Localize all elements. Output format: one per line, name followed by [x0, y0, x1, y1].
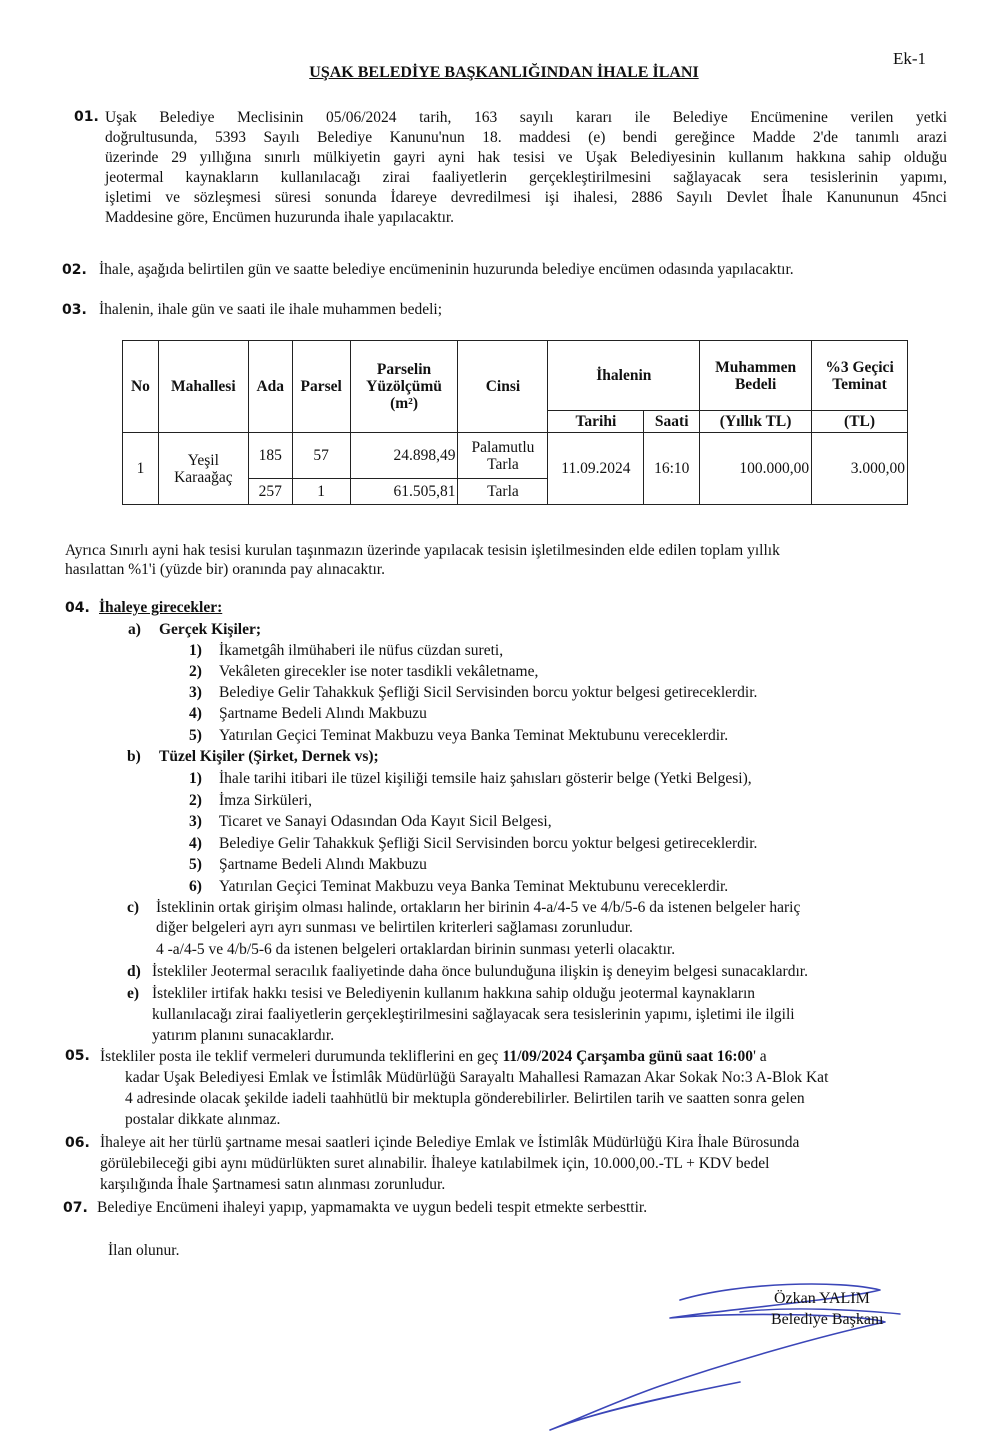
item-number: 5) — [189, 727, 202, 744]
item-number: 6) — [189, 878, 202, 895]
section-01-line: doğrultusunda, 5393 Sayılı Belediye Kanunu'nun 18. maddesi (e) bendi gereğince Madde 2'de tanımlı arazi — [105, 129, 947, 146]
cell-muhammen: 100.000,00 — [700, 433, 812, 505]
signature — [540, 1270, 940, 1435]
note-line: hasılattan %1'i (yüzde bir) oranında pay alınacaktır. — [65, 561, 385, 578]
list-item: Belediye Gelir Tahakkuk Şefliği Sicil Servisinden borcu yoktur belgesi getireceklerdir. — [219, 684, 758, 701]
section-06-line: görülebileceği gibi aynı müdürlükten suret alınabilir. İhaleye katılabilmek için, 10.000,00.-TL + KDV bedel — [100, 1155, 770, 1172]
section-05-first-line — [100, 1048, 767, 1065]
section-05-text-end: ' a — [753, 1048, 767, 1065]
cell-teminat: 3.000,00 — [812, 433, 908, 505]
item-number: 4) — [189, 835, 202, 852]
header-yuzolcum-label: Parselin Yüzölçümü — [366, 361, 442, 395]
item-number: 2) — [189, 663, 202, 680]
cell-yuzolcum: 24.898,49 — [350, 433, 458, 479]
sub-a-label: a) — [128, 621, 141, 638]
header-teminat-unit: (TL) — [812, 411, 908, 433]
section-02-text: İhale, aşağıda belirtilen gün ve saatte belediye encümeninin huzurunda belediye encümen odasında yapılacaktır. — [99, 261, 794, 278]
header-no: No — [123, 341, 159, 433]
section-04-heading: İhaleye girecekler: — [99, 599, 223, 616]
section-03-text: İhalenin, ihale gün ve saati ile ihale muhammen bedeli; — [99, 301, 443, 318]
header-yuzolcum — [350, 341, 458, 433]
closing-text: İlan olunur. — [108, 1242, 180, 1259]
section-06-line: İhaleye ait her türlü şartname mesai saatleri içinde Belediye Emlak ve İstimlâk Müdürlüğü Kira İhale Bürosunda — [100, 1134, 800, 1151]
header-mahalle: Mahallesi — [158, 341, 248, 433]
sub-c-line: diğer belgeleri ayrı ayrı sunması ve belirtilen kriterleri sağlaması zorunludur. — [156, 919, 633, 936]
section-05-line: postalar dikkate alınmaz. — [125, 1111, 281, 1128]
list-item: İkametgâh ilmühaberi ile nüfus cüzdan sureti, — [219, 642, 504, 659]
cell-parsel: 57 — [292, 433, 350, 479]
header-cinsi: Cinsi — [458, 341, 548, 433]
section-01-line: Uşak Belediye Meclisinin 05/06/2024 tarih, 163 sayılı kararı ile Belediye Encümenine verilen yetki — [105, 109, 947, 126]
list-item: Yatırılan Geçici Teminat Makbuzu veya Banka Teminat Mektubunu vereceklerdir. — [219, 727, 729, 744]
tender-table — [122, 340, 908, 505]
header-yuzolcum-unit: (m²) — [390, 395, 418, 412]
signatory-name: Özkan YALIM — [774, 1290, 870, 1307]
section-05-text: İstekliler posta ile teklif vermeleri durumunda tekliflerini en geç — [100, 1048, 503, 1065]
section-01-line: üzerinde 29 yıllığına sınırlı mülkiyetin gayri ayni hak tesisi ve Uşak Belediyesinin kullanım hakkına sahip olduğu — [105, 149, 947, 166]
section-01-line: işletimi ve sözleşmesi süresi sonunda İdareye devredilmesi işi ihalesi, 2886 Sayılı Devlet İhale Kanununun 45nci — [105, 189, 947, 206]
section-05-line: 4 adresinde olacak şekilde iadeli taahhütlü bir mektupla gönderebilirler. Belirtilen tarih ve saatten sonra gelen — [125, 1090, 805, 1107]
header-ada: Ada — [248, 341, 292, 433]
header-muhammen: Muhammen Bedeli — [700, 341, 812, 411]
cell-cinsi: Palamutlu Tarla — [458, 433, 548, 479]
item-number: 4) — [189, 705, 202, 722]
item-number: 3) — [189, 813, 202, 830]
section-05-deadline: 11/09/2024 Çarşamba günü saat 16:00 — [502, 1048, 754, 1065]
section-05-number: 05. — [65, 1048, 90, 1064]
sub-a-heading: Gerçek Kişiler; — [159, 621, 261, 638]
list-item: İhale tarihi itibari ile tüzel kişiliği temsile haiz şahısları gösterir belge (Yetki Belgesi), — [219, 770, 752, 787]
cell-ada: 257 — [248, 479, 292, 505]
item-number: 1) — [189, 770, 202, 787]
annex-label: Ek-1 — [893, 49, 927, 68]
section-01-number: 01. — [74, 109, 99, 125]
sub-e-line: İstekliler irtifak hakkı tesisi ve Belediyenin kullanım hakkına sahip olduğu jeotermal kaynakların — [152, 985, 756, 1002]
signatory-title: Belediye Başkanı — [771, 1311, 884, 1328]
page-title: UŞAK BELEDİYE BAŞKANLIĞINDAN İHALE İLANI — [309, 64, 699, 81]
list-item: İmza Sirküleri, — [219, 792, 312, 809]
sub-d-label: d) — [127, 963, 141, 980]
section-06-line: karşılığında İhale Şartnamesi satın alınması zorunludur. — [100, 1176, 446, 1193]
item-number: 1) — [189, 642, 202, 659]
cell-no: 1 — [123, 433, 159, 505]
section-07-text: Belediye Encümeni ihaleyi yapıp, yapmamakta ve uygun bedeli tespit etmekte serbesttir. — [97, 1199, 648, 1216]
sub-e-line: kullanılacağı zirai faaliyetlerin gerçekleştirilmesini sağlayacak sera tesislerinin yapımı, işletimi ile ilgili — [152, 1006, 795, 1023]
note-line: Ayrıca Sınırlı ayni hak tesisi kurulan taşınmazın üzerinde yapılacak tesisin işletilmesinden elde edilen toplam yıllık — [65, 542, 780, 559]
header-tarih: Tarihi — [548, 411, 644, 433]
cell-mahalle: Yeşil Karaağaç — [158, 433, 248, 505]
sub-b-heading: Tüzel Kişiler (Şirket, Dernek vs); — [159, 748, 379, 765]
section-01-paragraph — [105, 108, 947, 228]
sub-e-label: e) — [127, 985, 140, 1002]
cell-cinsi: Tarla — [458, 479, 548, 505]
cell-saat: 16:10 — [644, 433, 700, 505]
list-item: Vekâleten girecekler ise noter tasdikli vekâletname, — [219, 663, 539, 680]
cell-tarih: 11.09.2024 — [548, 433, 644, 505]
section-07-number: 07. — [63, 1200, 88, 1216]
section-05-line: kadar Uşak Belediyesi Emlak ve İstimlâk Müdürlüğü Sarayaltı Mahallesi Ramazan Akar Sokak No:3 A-Blok Kat — [125, 1069, 829, 1086]
section-04-number: 04. — [65, 600, 90, 616]
sub-e-line: yatırım planını sunacaklardır. — [152, 1027, 335, 1044]
section-01-line: jeotermal kaynakların kullanılacağı zirai faaliyetlerin gerçekleştirilmesini sağlayacak sera tesislerinin yapımı, — [105, 169, 947, 186]
list-item: Ticaret ve Sanayi Odasından Oda Kayıt Sicil Belgesi, — [219, 813, 552, 830]
sub-b-label: b) — [127, 748, 141, 765]
header-saat: Saati — [644, 411, 700, 433]
sub-d-text: İstekliler Jeotermal seracılık faaliyetinde daha önce bulunduğuna ilişkin iş deneyim belgesi sunacaklardır. — [152, 963, 808, 980]
cell-ada: 185 — [248, 433, 292, 479]
cell-yuzolcum: 61.505,81 — [350, 479, 458, 505]
item-number: 3) — [189, 684, 202, 701]
list-item: Belediye Gelir Tahakkuk Şefliği Sicil Servisinden borcu yoktur belgesi getireceklerdir. — [219, 835, 758, 852]
section-01-line: Maddesine göre, Encümen huzurunda ihale yapılacaktır. — [105, 209, 455, 226]
header-parsel: Parsel — [292, 341, 350, 433]
sub-c-line: İsteklinin ortak girişim olması halinde, ortakların her birinin 4-a/4-5 ve 4/b/5-6 da istenen belgeler hariç — [156, 899, 801, 916]
list-item: Yatırılan Geçici Teminat Makbuzu veya Banka Teminat Mektubunu vereceklerdir. — [219, 878, 729, 895]
list-item: Şartname Bedeli Alındı Makbuzu — [219, 705, 427, 722]
section-06-number: 06. — [65, 1135, 90, 1151]
header-muhammen-unit: (Yıllık TL) — [700, 411, 812, 433]
item-number: 2) — [189, 792, 202, 809]
section-03-number: 03. — [62, 302, 87, 318]
item-number: 5) — [189, 856, 202, 873]
cell-parsel: 1 — [292, 479, 350, 505]
list-item: Şartname Bedeli Alındı Makbuzu — [219, 856, 427, 873]
sub-c-line: 4 -a/4-5 ve 4/b/5-6 da istenen belgeleri ortaklardan birinin sunması yeterli olacaktır. — [156, 941, 676, 958]
section-02-number: 02. — [62, 262, 87, 278]
sub-c-label: c) — [127, 899, 140, 916]
header-ihale: İhalenin — [548, 341, 700, 411]
header-teminat: %3 Geçici Teminat — [812, 341, 908, 411]
